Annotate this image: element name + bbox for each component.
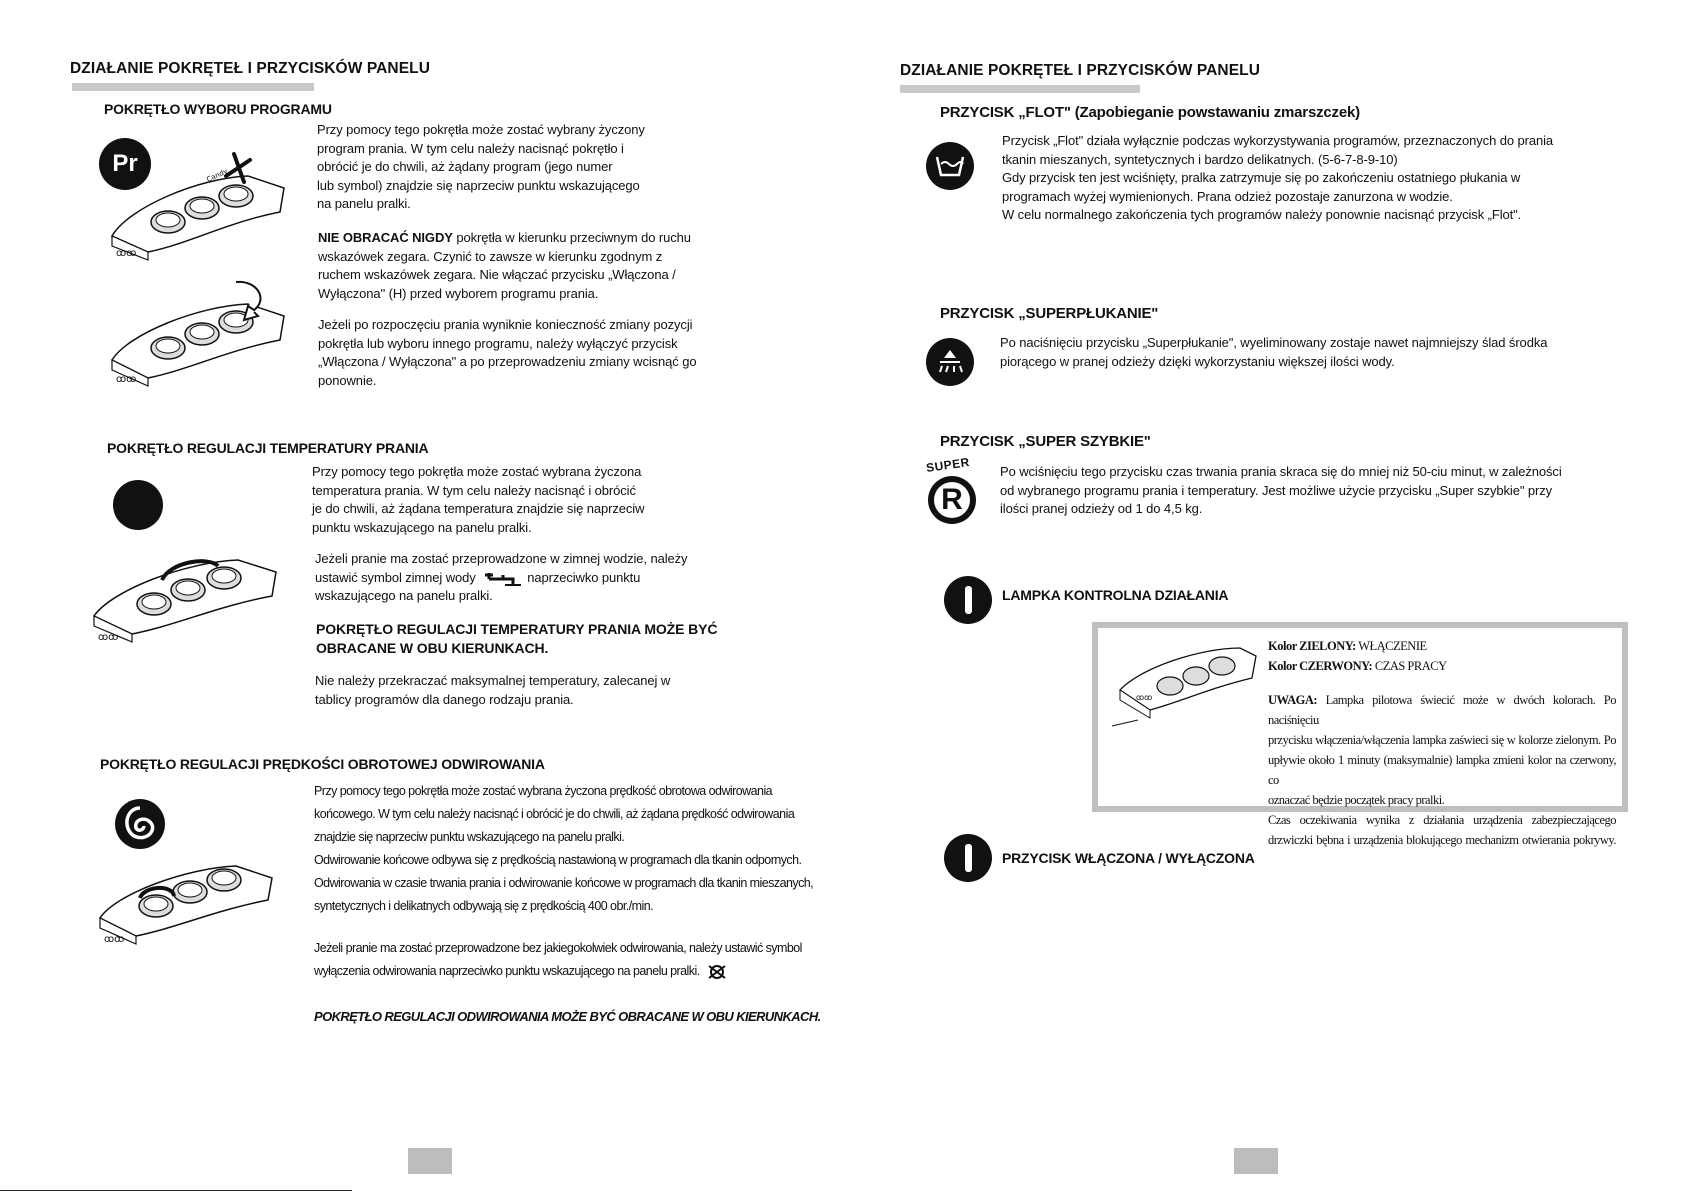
svg-text:ꝏꝏ: ꝏꝏ: [104, 934, 125, 945]
text-line: Jeżeli pranie ma zostać przeprowadzone bez jakiegokolwiek odwirowania, należy ustawić symbol: [314, 941, 802, 955]
text-line: znajdzie się naprzeciw punktu wskazującego na panelu pralki.: [314, 830, 625, 844]
text-line: wskazującego na panelu pralki.: [315, 588, 493, 603]
flot-basin-icon: [926, 142, 974, 190]
spin-paragraph-1: [314, 780, 813, 918]
temperature-dial-icon: [113, 480, 163, 530]
text-line: Nie należy przekraczać maksymalnej temperatury, zalecanej w: [315, 673, 671, 688]
text-line: piorącego w pranej odzieży dzięki wykorzystaniu większej ilości wody.: [1000, 353, 1395, 369]
superrinse-shower-icon: [926, 338, 974, 386]
power-button-icon: [944, 834, 992, 882]
superfast-paragraph: [1000, 463, 1562, 519]
svg-text:ꝏꝏ: ꝏꝏ: [116, 248, 137, 259]
text-line: Po naciśnięciu przycisku „Superpłukanie", wyeliminowany zostaje nawet najmniejszy ślad środka: [1000, 335, 1548, 350]
text-line: Odwirowanie końcowe odbywa się z prędkością nastawioną w programach dla tkanin odpornych.: [314, 853, 802, 867]
spin-paragraph-3: POKRĘTŁO REGULACJI ODWIROWANIA MOŻE BYĆ OBRACANE W OBU KIERUNKACH.: [314, 1009, 821, 1024]
red-color-label: Kolor CZERWONY:: [1268, 659, 1373, 673]
text-line: upływie około 1 minuty (maksymalnie) lampka zmieni kolor na czerwony, co: [1268, 753, 1616, 787]
text-line: wyłączenia odwirowania naprzeciwko punktu wskazującego na panelu pralki.: [314, 964, 700, 978]
section-heading-lamp: LAMPKA KONTROLNA DZIAŁANIA: [1002, 587, 1229, 603]
page-number-box: [1234, 1148, 1278, 1174]
text-line: ilości pranej odzieży od 1 do 4,5 kg.: [1000, 501, 1203, 516]
text-line: wskazówek zegara. Czynić to zawsze w kierunku zgodnym z: [318, 248, 663, 264]
page-title: DZIAŁANIE POKRĘTEŁ I PRZYCISKÓW PANELU: [900, 62, 1261, 79]
text-line: Wyłączona" (H) przed wyborem programu prania.: [318, 285, 599, 301]
program-paragraph-2: [318, 229, 691, 303]
super-r-letter: R: [934, 482, 970, 518]
text-line: Odwirowania w czasie trwania prania i odwirowanie końcowe w programach dla tkanin mieszanych,: [314, 876, 814, 890]
panel-illustration-temperature: [90, 540, 280, 648]
superrinse-paragraph: [1000, 334, 1547, 371]
warning-emphasis: NIE OBRACAĆ NIGDY: [318, 230, 453, 245]
panel-illustration-program-rotate: [108, 280, 288, 392]
title-underline-bar: [900, 85, 1140, 93]
text-line: Lampka pilotowa świecić może w dwóch kolorach. Po naciśnięciu: [1268, 693, 1616, 727]
text-line: W celu normalnego zakończenia tych programów należy ponownie nacisnąć przycisk „Flot".: [1002, 207, 1522, 222]
super-icon-caption: SUPER: [925, 455, 971, 475]
lamp-info-box: [1092, 622, 1628, 847]
text-line: oznaczać będzie początek pracy pralki.: [1268, 793, 1445, 807]
text-line: „Włączona / Wyłączona" a po przeprowadzeniu zmiany wcisnąć go: [318, 354, 697, 369]
text-line: Jeżeli po rozpoczęciu prania wyniknie konieczność zmiany pozycji: [318, 317, 693, 332]
panel-illustration-lamp: [1110, 640, 1260, 730]
text-line: syntetycznych i delikatnych odbywają się z prędkością 400 obr./min.: [314, 899, 654, 913]
text-line: Gdy przycisk ten jest wciśnięty, pralka zatrzymuje się po zakończeniu ostatniego płukania w: [1002, 170, 1521, 185]
green-color-value: WŁĄCZENIE: [1358, 639, 1427, 653]
temperature-paragraph-2: [315, 550, 687, 606]
text-line: Po wciśnięciu tego przycisku czas trwania prania skraca się do mniej niż 50-ciu minut, w zależności: [1000, 464, 1562, 479]
page-number-box: [408, 1148, 452, 1174]
text-line: punktu wskazującego na panelu pralki.: [312, 519, 532, 535]
lamp-indicator-icon: [944, 576, 992, 624]
program-paragraph-3: [318, 316, 696, 390]
svg-text:ꝏꝏ: ꝏꝏ: [116, 374, 137, 385]
green-color-label: Kolor ZIELONY:: [1268, 639, 1356, 653]
left-page: [0, 0, 842, 1191]
panel-illustration-program: [108, 148, 288, 268]
lamp-note: [1268, 690, 1616, 850]
text-line: program prania. W tym celu należy nacisnąć pokrętło i: [317, 140, 624, 156]
section-heading-flot: PRZYCISK „FLOT" (Zapobieganie powstawaniu zmarszczek): [940, 104, 1360, 121]
section-heading-superrinse: PRZYCISK „SUPERPŁUKANIE": [940, 305, 1159, 322]
text-line: obrócić je do chwili, aż żądany program (jego numer: [317, 159, 613, 174]
title-underline-bar: [72, 83, 314, 91]
text-line: od wybranego programu prania i temperatury. Jest możliwe użycie przycisku „Super szybkie" przy: [1000, 482, 1553, 498]
page-title: DZIAŁANIE POKRĘTEŁ I PRZYCISKÓW PANELU: [70, 60, 431, 77]
temperature-paragraph-3: [316, 620, 717, 657]
text-line: Przycisk „Flot" działa wyłącznie podczas wykorzystywania programów, przeznaczonych do prania: [1002, 133, 1554, 148]
flot-paragraph: [1002, 132, 1553, 225]
svg-text:Candy: Candy: [205, 167, 229, 184]
svg-text:ꝏꝏ: ꝏꝏ: [98, 632, 119, 643]
text-line: je do chwili, aż żądana temperatura znajdzie się naprzeciw: [312, 501, 645, 516]
text-line: końcowego. W tym celu należy nacisnąć i obrócić je do chwili, aż żądana prędkość odwirowania: [314, 807, 795, 821]
note-label: UWAGA:: [1268, 693, 1318, 707]
text-line: Przy pomocy tego pokrętła może zostać wybrana życzona prędkość obrotowa odwirowania: [314, 784, 773, 798]
text-line: tkanin mieszanych, syntetycznych i bardzo delikatnych. (5-6-7-8-9-10): [1002, 151, 1398, 167]
temperature-paragraph-1: [312, 463, 644, 537]
cold-water-tap-icon: [483, 571, 523, 585]
text-line: Przy pomocy tego pokrętła może zostać wybrana życzona: [312, 464, 642, 479]
panel-illustration-spin: [96, 848, 276, 948]
no-spin-icon: [707, 964, 727, 980]
text-line: przycisku włączenia/włączenia lampka zaświeci się w kolorze zielonym. Po: [1268, 733, 1616, 747]
text-line: ustawić symbol zimnej wody: [315, 569, 476, 585]
program-icon-label: Pr: [112, 150, 138, 177]
text-line: OBRACANE W OBU KIERUNKACH.: [316, 639, 549, 656]
text-line: na panelu pralki.: [317, 196, 411, 211]
section-heading-temperature: POKRĘTŁO REGULACJI TEMPERATURY PRANIA: [107, 440, 429, 456]
red-color-value: CZAS PRACY: [1374, 659, 1447, 673]
text-line: Czas oczekiwania wynika z działania urządzenia zabezpieczającego: [1268, 813, 1616, 827]
text-line: pokrętła lub wyboru innego programu, należy wyłączyć przycisk: [318, 335, 678, 351]
section-heading-superfast: PRZYCISK „SUPER SZYBKIE": [940, 433, 1151, 450]
text-line: drzwiczki bębna i urządzenia blokującego mechanizm otwierania pokrywy.: [1268, 833, 1616, 847]
temperature-paragraph-4: [315, 672, 670, 709]
text-line: ruchem wskazówek zegara. Nie włączać przycisku „Włączona /: [318, 267, 676, 282]
text-line: naprzeciwko punktu: [527, 569, 641, 585]
text-line: pokrętła w kierunku przeciwnym do ruchu: [452, 230, 691, 245]
text-line: Przy pomocy tego pokrętła może zostać wybrany życzony: [317, 122, 645, 137]
super-r-icon: [924, 455, 984, 526]
text-line: programach wyżej wymienionych. Prana odzież pozostaje zanurzona w wodzie.: [1002, 188, 1453, 204]
text-line: tablicy programów dla danego rodzaju prania.: [315, 691, 574, 707]
spin-paragraph-2: [314, 937, 802, 983]
program-paragraph-1: [317, 121, 645, 214]
section-heading-program: POKRĘTŁO WYBORU PROGRAMU: [104, 101, 332, 117]
lamp-colors: [1268, 636, 1447, 676]
right-page: [842, 0, 1685, 1191]
section-heading-spin: POKRĘTŁO REGULACJI PRĘDKOŚCI OBROTOWEJ ODWIROWANIA: [100, 756, 545, 772]
text-line: temperatura prania. W tym celu należy nacisnąć i obrócić: [312, 482, 636, 498]
svg-text:ꝏꝏ: ꝏꝏ: [1136, 693, 1153, 702]
text-line: POKRĘTŁO REGULACJI TEMPERATURY PRANIA MOŻE BYĆ: [316, 621, 718, 637]
section-heading-power: PRZYCISK WŁĄCZONA / WYŁĄCZONA: [1002, 850, 1255, 866]
text-line: ponownie.: [318, 372, 377, 388]
super-r-badge: [928, 476, 976, 524]
spin-dial-icon: [114, 798, 166, 850]
text-line: Jeżeli pranie ma zostać przeprowadzone w zimnej wodzie, należy: [315, 551, 688, 566]
text-line: lub symbol) znajdzie się naprzeciw punktu wskazującego: [317, 177, 640, 193]
